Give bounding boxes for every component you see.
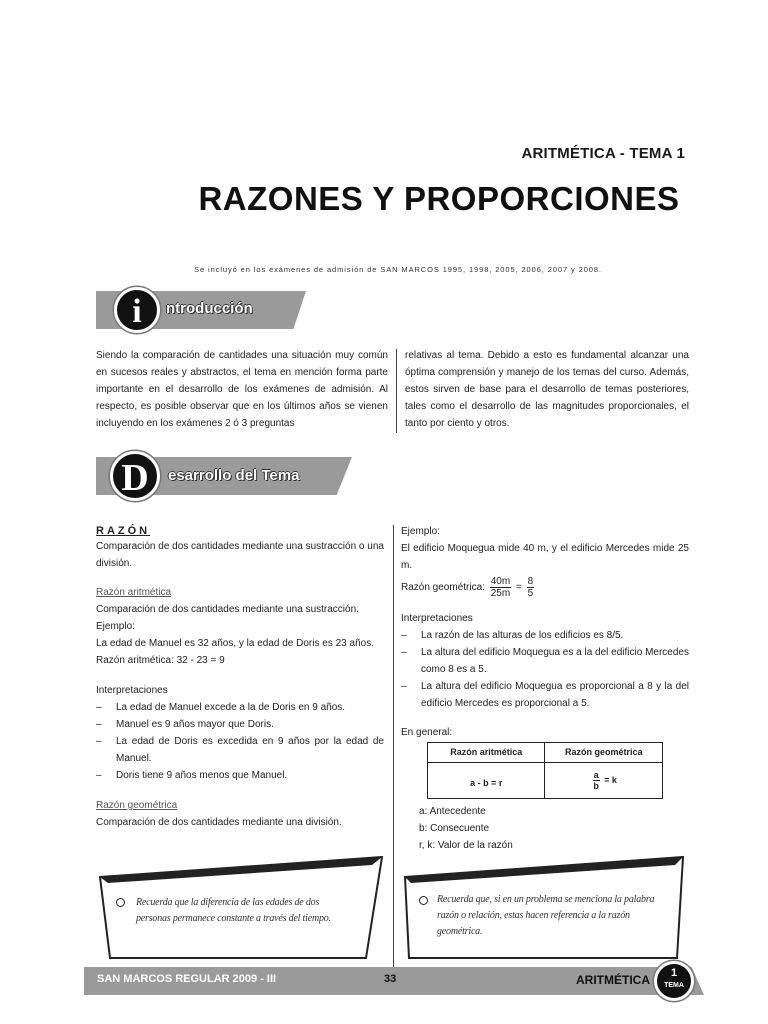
razon-geometrica-heading: Razón geométrica bbox=[96, 800, 178, 811]
intro-column-divider bbox=[396, 349, 397, 433]
note-box-right bbox=[401, 855, 691, 960]
desarrollo-letter-icon: D bbox=[110, 451, 160, 501]
intro-banner bbox=[96, 291, 306, 329]
formula-aritmetica: a - b = r bbox=[428, 763, 545, 799]
list-item: – La altura del edificio Moquegua es proporcional a 8 y la del edificio Mercedes es proporcional a 5. bbox=[401, 678, 689, 712]
bullet-icon bbox=[116, 898, 125, 907]
interpretaciones-heading: Interpretaciones bbox=[401, 613, 473, 624]
razones-summary-table bbox=[427, 742, 663, 799]
intro-left-text: Siendo la comparación de cantidades una situación muy común en sucesos reales y abstractos, el tema en mención forma parte importante en el desarrollo de los exámenes de admisión. Al respecto, es posible observar que en los últimos años se vienen incluyendo en los exámenes 2 ó 3 preguntas bbox=[96, 350, 388, 429]
footer-course-label: ARITMÉTICA bbox=[576, 973, 650, 987]
razon-definition: Comparación de dos cantidades mediante una sustracción o una división. bbox=[96, 541, 384, 569]
footer-edition-label: SAN MARCOS REGULAR 2009 - III bbox=[97, 973, 277, 985]
fraction-40m-25m: $\frac{40m}{25m}$ bbox=[490, 576, 511, 599]
note-box-left bbox=[96, 855, 386, 960]
en-general-heading: En general: bbox=[401, 727, 453, 738]
geometrica-example: El edificio Moquegua mide 40 m, y el edificio Mercedes mide 25 m. bbox=[401, 543, 689, 571]
geometrica-calculation: Razón geométrica: $\frac{40m}{25m}$ = $\frac{8}{5}$ bbox=[401, 576, 534, 599]
intro-label: ntroducción bbox=[166, 300, 253, 317]
legend-valor-razon: r, k: Valor de la razón bbox=[419, 840, 513, 851]
razon-aritmetica-definition: Comparación de dos cantidades mediante una sustracción. bbox=[96, 604, 359, 615]
formula-geometrica: $\frac{a}{b}$ = k bbox=[545, 763, 663, 799]
note-right-text: Recuerda que, si en un problema se menciona la palabra razón o relación, estas hacen referencia a la razón geométrica. bbox=[437, 894, 655, 937]
table-header-geometrica: Razón geométrica bbox=[545, 743, 663, 763]
razon-heading: RAZÓN bbox=[96, 525, 151, 537]
page-number: 33 bbox=[384, 973, 397, 985]
table-header-aritmetica: Razón aritmética bbox=[428, 743, 545, 763]
legend bbox=[401, 803, 689, 854]
list-item: – La edad de Doris es excedida en 9 años por la edad de Manuel. bbox=[96, 733, 384, 767]
bullet-icon bbox=[419, 896, 428, 905]
page-footer bbox=[84, 967, 704, 995]
left-body-column bbox=[96, 523, 384, 831]
intro-letter-icon: i bbox=[114, 287, 160, 333]
intro-right-text: relativas al tema. Debido a esto es fundamental alcanzar una óptima comprensión y manejo de los temas del curso. Además, estos sirven de base para el desarrollo de temas posteriores, tales como el desarrollo de las magnitudes proporcionales, el tanto por ciento y otros. bbox=[405, 350, 689, 429]
interpretaciones-heading: Interpretaciones bbox=[96, 685, 168, 696]
admission-note: Se incluyó en los exámenes de admisión de SAN MARCOS 1995, 1998, 2005, 2006, 2007 y 2008. bbox=[194, 265, 602, 274]
razon-aritmetica-heading: Razón aritmética bbox=[96, 587, 172, 598]
note-left-text: Recuerda que la diferencia de las edades de dos personas permanece constante a través del tiempo. bbox=[136, 897, 331, 924]
body-column-divider bbox=[393, 525, 394, 970]
right-interpretations-list bbox=[401, 627, 689, 712]
page-title: RAZONES Y PROPORCIONES bbox=[198, 180, 680, 217]
desarrollo-label: esarrollo del Tema bbox=[168, 467, 300, 484]
ejemplo-label: Ejemplo: bbox=[401, 526, 440, 537]
legend-antecedente: a: Antecedente bbox=[419, 806, 486, 817]
list-item: – La altura del edificio Moquegua es a la del edificio Mercedes como 8 es a 5. bbox=[401, 644, 689, 678]
course-topic-tag: ARITMÉTICA - TEMA 1 bbox=[521, 145, 685, 162]
tema-badge-icon: 1 TEMA bbox=[654, 961, 694, 1001]
aritmetica-example: La edad de Manuel es 32 años, y la edad de Doris es 23 años. bbox=[96, 638, 374, 649]
list-item: – Manuel es 9 años mayor que Doris. bbox=[96, 716, 384, 733]
list-item: – La razón de las alturas de los edificios es 8/5. bbox=[401, 627, 689, 644]
fraction-8-5: $\frac{8}{5}$ bbox=[527, 576, 534, 599]
desarrollo-banner bbox=[96, 457, 352, 499]
ejemplo-label: Ejemplo: bbox=[96, 621, 135, 632]
left-interpretations-list bbox=[96, 699, 384, 784]
legend-consecuente: b: Consecuente bbox=[419, 823, 490, 834]
list-item: – Doris tiene 9 años menos que Manuel. bbox=[96, 767, 384, 784]
right-body-column bbox=[401, 523, 689, 854]
razon-geometrica-definition: Comparación de dos cantidades mediante una división. bbox=[96, 817, 342, 828]
aritmetica-calculation: Razón aritmética: 32 - 23 = 9 bbox=[96, 655, 225, 666]
list-item: – La edad de Manuel excede a la de Doris en 9 años. bbox=[96, 699, 384, 716]
